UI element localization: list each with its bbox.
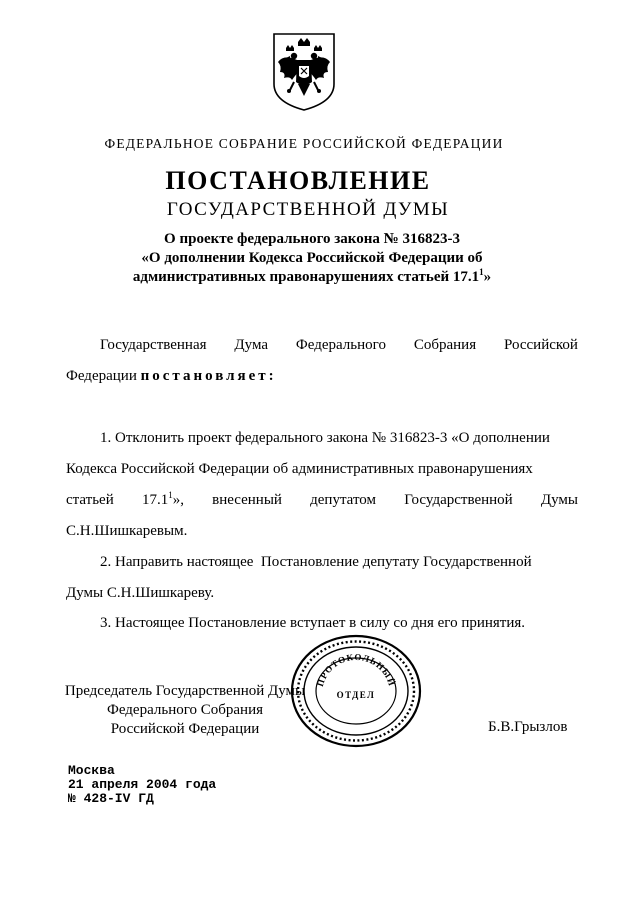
preamble-federation: Федерации xyxy=(66,368,137,384)
coat-of-arms-icon xyxy=(272,32,336,112)
item-1-word: депутатом xyxy=(310,492,377,508)
document-subject xyxy=(0,230,624,287)
footer-city: Москва xyxy=(68,763,115,778)
item-1-word: Государственной xyxy=(404,492,513,508)
subject-superscript: 1 xyxy=(479,267,484,277)
article-superscript: 1 xyxy=(168,490,173,500)
footer-number: № 428-IV ГД xyxy=(68,791,154,806)
svg-text:ПРОТОКОЛЬНЫЙ xyxy=(315,652,397,688)
item-1-word: внесенный xyxy=(212,492,282,508)
preamble-word: Собрания xyxy=(413,337,477,353)
subject-line-3-end: » xyxy=(483,269,492,285)
document-type-title: ПОСТАНОВЛЕНИЕ xyxy=(165,166,431,195)
subject-line-1: О проекте федерального закона № 316823-3 xyxy=(164,231,460,247)
item-1-article xyxy=(142,491,184,509)
article-number-end: », xyxy=(172,492,184,508)
signer-name: Б.В.Грызлов xyxy=(488,719,568,735)
item-3-line-1: 3. Настоящее Постановление вступает в силу со дня его принятия. xyxy=(100,615,526,631)
preamble-line-2 xyxy=(66,367,277,385)
document-issuer: ГОСУДАРСТВЕННОЙ ДУМЫ xyxy=(166,199,450,220)
preamble-word: Федерального xyxy=(295,337,386,353)
item-1-word: статьей xyxy=(66,492,114,508)
preamble-line-1 xyxy=(100,336,578,354)
item-1-line-1: 1. Отклонить проект федерального закона № 316823-3 «О дополнении xyxy=(100,430,550,446)
signer-title xyxy=(60,682,310,739)
item-1-line-4: С.Н.Шишкаревым. xyxy=(66,523,188,539)
preamble-word: Дума xyxy=(234,337,269,353)
subject-line-3-text: административных правонарушениях статьей 17.1 xyxy=(132,269,480,285)
item-1-line-3 xyxy=(66,491,578,509)
item-1-line-2: Кодекса Российской Федерации об административных правонарушениях xyxy=(66,461,533,477)
subject-line-2: «О дополнении Кодекса Российской Федерации об xyxy=(141,250,483,266)
footer-date: 21 апреля 2004 года xyxy=(68,777,217,792)
signer-title-line-1: Председатель Государственной Думы xyxy=(64,683,306,699)
preamble-word: Российской xyxy=(504,337,578,353)
stamp-ring-text: ПРОТОКОЛЬНЫЙ xyxy=(314,651,398,688)
signer-title-line-2: Федерального Собрания xyxy=(106,702,264,718)
assembly-heading: ФЕДЕРАЛЬНОЕ СОБРАНИЕ РОССИЙСКОЙ ФЕДЕРАЦИИ xyxy=(104,136,504,151)
item-1-word: Думы xyxy=(540,492,578,508)
signer-title-line-3: Российской Федерации xyxy=(110,721,260,737)
preamble-word: Государственная xyxy=(100,337,207,353)
decree-word: постановляет: xyxy=(140,368,277,384)
item-2-line-2: Думы С.Н.Шишкареву. xyxy=(66,585,215,601)
document-footer xyxy=(68,764,216,806)
stamp-center-text: ОТДЕЛ xyxy=(336,690,376,700)
subject-line-3 xyxy=(0,268,624,287)
item-2-line-1: 2. Направить настоящее Постановление депутату Государственной xyxy=(100,554,532,570)
article-number: 17.1 xyxy=(141,492,169,508)
